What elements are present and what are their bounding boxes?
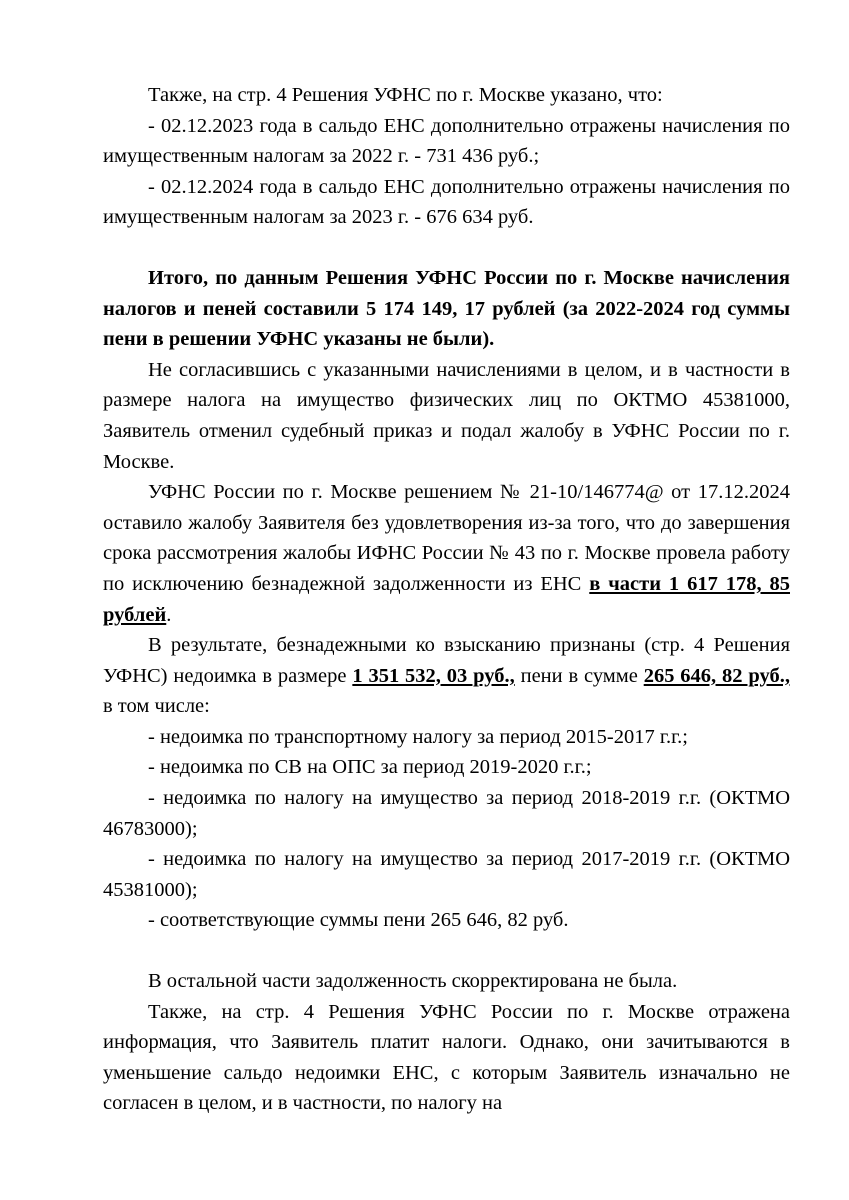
decision-text-run-3: . bbox=[166, 603, 172, 626]
highlight-amount-265646: 265 646, 82 руб., bbox=[643, 664, 790, 687]
paragraph-intro: Также, на стр. 4 Решения УФНС по г. Москве указано, что: bbox=[148, 84, 663, 106]
list-item-ops-contrib: - недоимка по СВ на ОПС за период 2019-2020 г.г.; bbox=[148, 756, 592, 779]
paragraph-total-bold: Итого, по данным Решения УФНС России по г. Москве начисления налогов и пеней составили 5 174 149, 17 рублей (за 2022-2024 год суммы пени в решении УФНС указаны не были). bbox=[103, 266, 790, 351]
paragraph-spacer bbox=[103, 233, 790, 263]
paragraph-accrual-2024: - 02.12.2024 года в сальдо ЕНС дополнительно отражены начисления по имущественным налогам за 2023 г. - 676 634 руб. bbox=[103, 175, 790, 229]
highlight-amount-1617178: в части 1 617 178, 85 рублей bbox=[103, 572, 790, 626]
list-item-property-tax-2018-2019: - недоимка по налогу на имущество за период 2018-2019 г.г. (ОКТМО 46783000); bbox=[103, 787, 790, 840]
list-item-transport-tax: - недоимка по транспортному налогу за период 2015-2017 г.г.; bbox=[148, 725, 688, 748]
paragraph-result bbox=[103, 630, 790, 722]
document-body bbox=[103, 80, 790, 1119]
list-item-penalty-sums: - соответствующие суммы пени 265 646, 82 руб. bbox=[148, 909, 569, 932]
highlight-amount-1351532: 1 351 532, 03 руб., bbox=[352, 664, 515, 687]
result-text-run-3: пени в сумме bbox=[514, 664, 644, 687]
list-item-property-tax-2017-2019: - недоимка по налогу на имущество за период 2017-2019 г.г. (ОКТМО 45381000); bbox=[103, 848, 790, 901]
paragraph-remaining-debt: В остальной части задолженность скорректирована не была. bbox=[148, 970, 678, 993]
list-spacer bbox=[103, 936, 790, 966]
paragraph-payments-info: Также, на стр. 4 Решения УФНС России по г. Москве отражена информация, что Заявитель платит налоги. Однако, они зачитываются в уменьшение сальдо недоимки ЕНС, с которым Заявитель изначально не согласен в целом, и в частности, по налогу на bbox=[103, 1000, 790, 1115]
paragraph-disagreement: Не согласившись с указанными начислениями в целом, и в частности в размере налога на имущество физических лиц по ОКТМО 45381000, Заявитель отменил судебный приказ и подал жалобу в УФНС России по г. Москве. bbox=[103, 358, 790, 473]
decision-text-run-1: УФНС России по г. Москве решением № 21-10/146774@ от 17.12.2024 оставило жалобу Заявителя без удовлетворения из-за того, что до завершения срока рассмотрения жалобы ИФНС России № 43 по г. Москве провела работу по исключению безнадежной задолженности из ЕНС bbox=[103, 481, 790, 595]
paragraph-accrual-2023: - 02.12.2023 года в сальдо ЕНС дополнительно отражены начисления по имущественным налогам за 2022 г. - 731 436 руб.; bbox=[103, 114, 790, 168]
result-text-run-5: в том числе: bbox=[103, 695, 210, 718]
result-text-run-1: В результате, безнадежными ко взысканию признаны (стр. 4 Решения УФНС) недоимка в размере bbox=[103, 634, 790, 687]
paragraph-ufns-decision bbox=[103, 477, 790, 630]
